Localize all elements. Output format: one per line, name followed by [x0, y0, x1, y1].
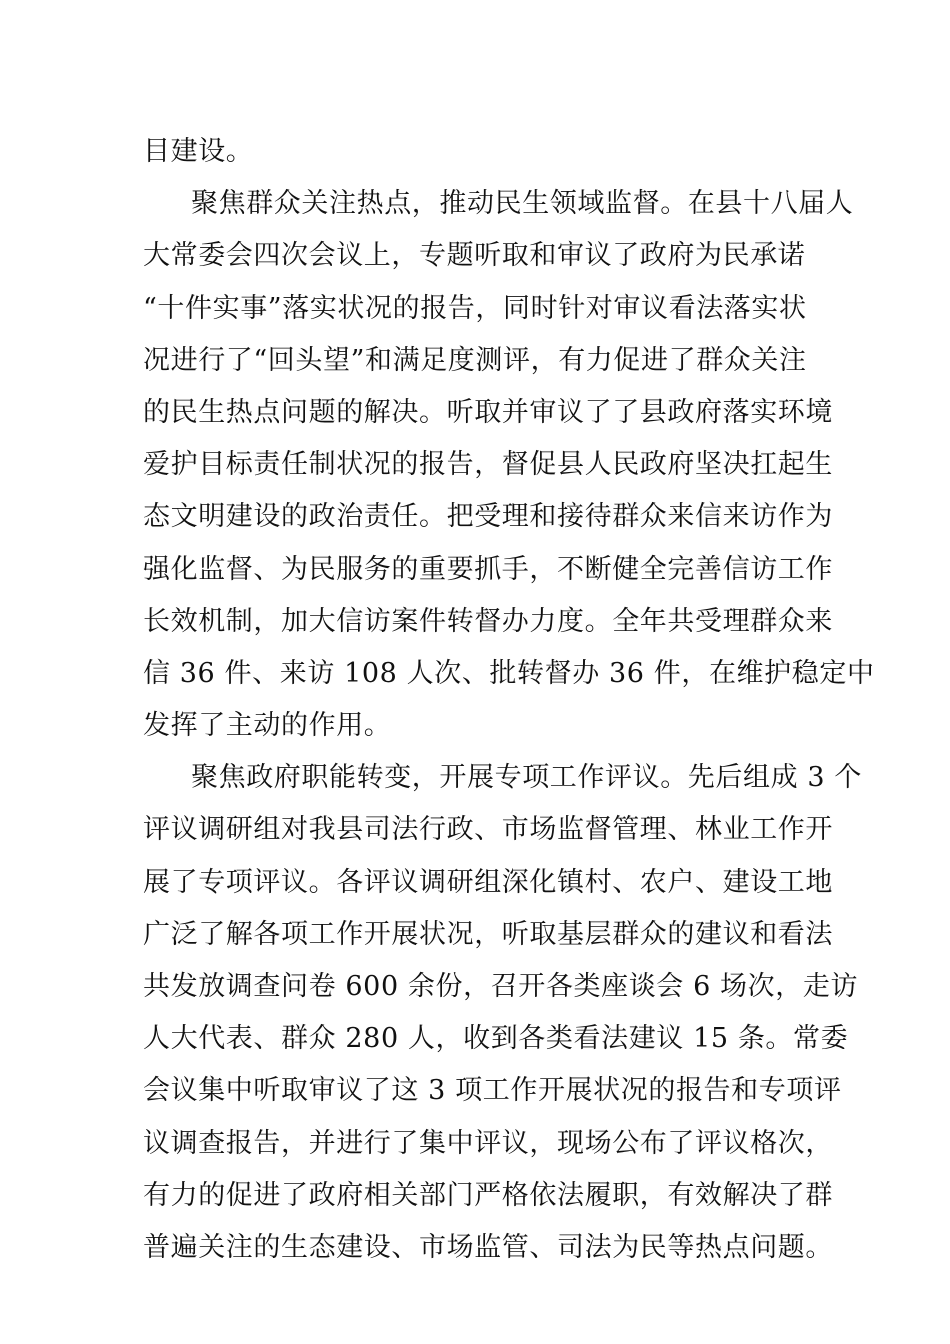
paragraph-tail-line: 目建设。 — [143, 136, 254, 167]
paragraph-line: 会议集中听取审议了这 3 项工作开展状况的报告和专项评 — [143, 1075, 842, 1107]
paragraph-line: 普遍关注的生态建设、市场监管、司法为民等热点问题。 — [143, 1231, 833, 1263]
paragraph-line: 强化监督、为民服务的重要抓手，不断健全完善信访工作 — [143, 553, 833, 585]
paragraph-line: 爱护目标责任制状况的报告，督促县人民政府坚决扛起生 — [143, 449, 833, 481]
paragraph-line: 人大代表、群众 280 人，收到各类看法建议 15 条。常委 — [143, 1023, 849, 1055]
paragraph-line: 信 36 件、来访 108 人次、批转督办 36 件，在维护稳定中 — [143, 657, 875, 689]
paragraph-line: 共发放调查问卷 600 余份，召开各类座谈会 6 场次，走访 — [143, 971, 859, 1002]
paragraph-line: “十件实事”落实状况的报告，同时针对审议看法落实状 — [143, 292, 807, 324]
paragraph-line: 展了专项评议。各评议调研组深化镇村、农户、建设工地 — [143, 866, 833, 898]
paragraph-line: 长效机制，加大信访案件转督办力度。全年共受理群众来 — [143, 605, 833, 637]
paragraph-line: 聚焦群众关注热点，推动民生领域监督。在县十八届人 — [191, 188, 854, 220]
paragraph-line: 态文明建设的政治责任。把受理和接待群众来信来访作为 — [143, 501, 833, 533]
document-body — [143, 126, 875, 1274]
paragraph-line: 评议调研组对我县司法行政、市场监督管理、林业工作开 — [143, 814, 833, 846]
paragraph-line: 的民生热点问题的解决。听取并审议了了县政府落实环境 — [143, 396, 833, 428]
paragraph-line: 大常委会四次会议上，专题听取和审议了政府为民承诺 — [143, 240, 806, 272]
paragraph-line: 议调查报告，并进行了集中评议，现场公布了评议格次， — [143, 1127, 833, 1159]
paragraph-line: 况进行了“回头望”和满足度测评，有力促进了群众关注 — [143, 344, 807, 376]
paragraph-line: 聚焦政府职能转变，开展专项工作评议。先后组成 3 个 — [191, 762, 862, 794]
paragraph-line: 发挥了主动的作用。 — [143, 710, 392, 742]
paragraph-line: 广泛了解各项工作开展状况，听取基层群众的建议和看法 — [143, 918, 833, 950]
paragraph-line: 有力的促进了政府相关部门严格依法履职，有效解决了群 — [143, 1179, 833, 1211]
